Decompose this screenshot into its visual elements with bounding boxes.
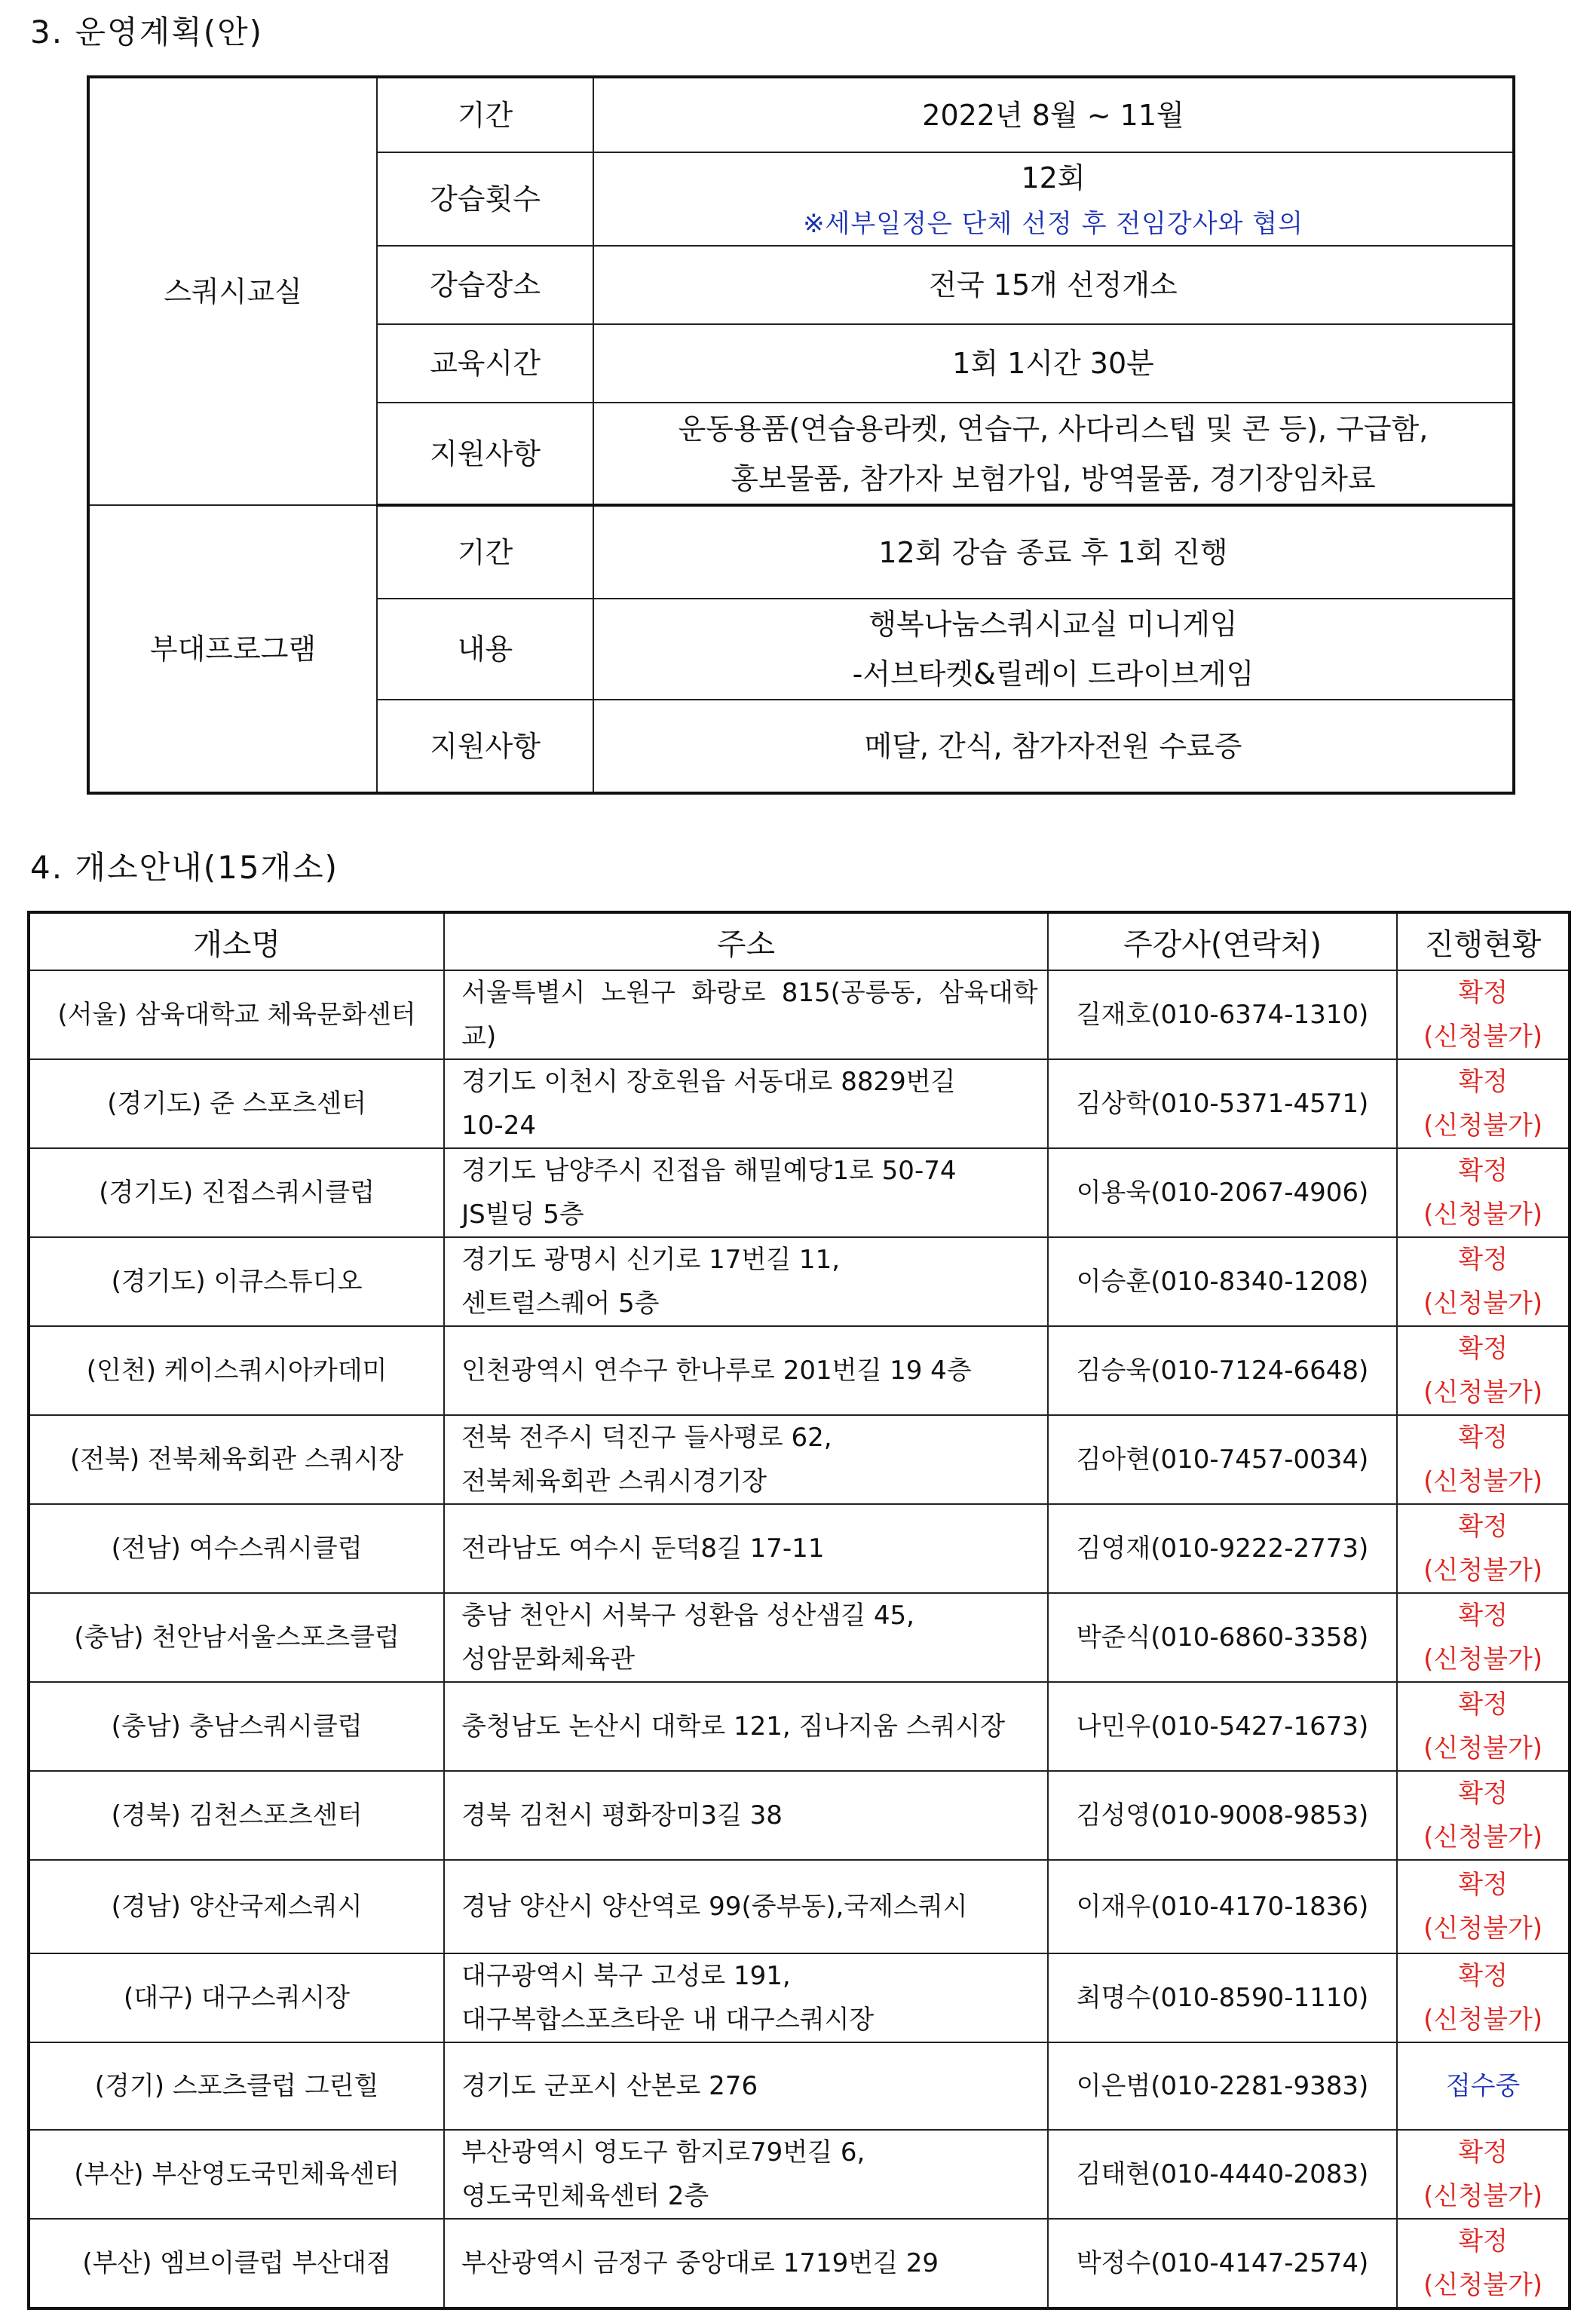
site-address-line: JS빌딩 5층 — [461, 1199, 584, 1230]
site-name: (경남) 양산국제스쿼시 — [29, 1860, 444, 1953]
status-badge: 확정 — [1458, 1512, 1508, 1542]
site-contact: 이은범(010-2281-9383) — [1048, 2042, 1397, 2130]
section4-heading: 4. 개소안내(15개소) — [30, 849, 339, 886]
header-site-name: 개소명 — [29, 912, 444, 970]
site-address — [444, 1771, 1048, 1860]
site-address-line: 경기도 이천시 장호원읍 서동대로 8829번길 — [461, 1067, 956, 1097]
plan-key: 강습횟수 — [377, 152, 593, 246]
site-row — [29, 1593, 1570, 1682]
status-badge: (신청불가) — [1423, 1199, 1543, 1230]
status-badge: (신청불가) — [1423, 1022, 1543, 1052]
plan-category: 부대프로그램 — [88, 505, 377, 793]
status-badge: 확정 — [1458, 1245, 1508, 1275]
site-status — [1397, 1415, 1570, 1504]
site-address-line: 성암문화체육관 — [461, 1644, 636, 1674]
plan-value-line: 2022년 8월 ~ 11월 — [922, 98, 1184, 132]
site-name: (부산) 엠브이클럽 부산대점 — [29, 2219, 444, 2308]
site-contact: 이재우(010-4170-1836) — [1048, 1860, 1397, 1953]
site-status — [1397, 1953, 1570, 2042]
site-address — [444, 2042, 1048, 2130]
site-row — [29, 1148, 1570, 1237]
site-name: (대구) 대구스쿼시장 — [29, 1953, 444, 2042]
site-status — [1397, 1771, 1570, 1860]
site-row — [29, 2042, 1570, 2130]
plan-value-line: 전국 15개 선정개소 — [929, 268, 1178, 302]
site-contact: 길재호(010-6374-1310) — [1048, 970, 1397, 1059]
site-contact: 김영재(010-9222-2773) — [1048, 1504, 1397, 1593]
plan-value — [593, 324, 1514, 403]
plan-value-line: -서브타켓&릴레이 드라이브게임 — [852, 657, 1254, 691]
site-status — [1397, 2130, 1570, 2219]
site-address-line: 전북체육회관 스쿼시경기장 — [461, 1466, 767, 1497]
plan-value-line: 홍보물품, 참가자 보험가입, 방역물품, 경기장임차료 — [731, 461, 1376, 495]
site-name: (경기도) 준 스포츠센터 — [29, 1059, 444, 1148]
operation-plan-table — [87, 75, 1515, 795]
site-contact: 최명수(010-8590-1110) — [1048, 1953, 1397, 2042]
site-table-header-row — [29, 912, 1570, 970]
site-address — [444, 1504, 1048, 1593]
plan-key: 교육시간 — [377, 324, 593, 403]
site-name: (전남) 여수스쿼시클럽 — [29, 1504, 444, 1593]
site-address-line: 경남 양산시 양산역로 99(중부동),국제스쿼시 — [461, 1892, 968, 1922]
plan-value-line: 12회 강습 종료 후 1회 진행 — [878, 535, 1228, 569]
plan-key: 기간 — [377, 505, 593, 599]
status-badge: (신청불가) — [1423, 1288, 1543, 1319]
plan-value-line: 1회 1시간 30분 — [952, 347, 1154, 380]
site-address — [444, 1682, 1048, 1771]
status-badge: 확정 — [1458, 1961, 1508, 1991]
site-address-line: 전북 전주시 덕진구 들사평로 62, — [461, 1423, 832, 1453]
site-address-line: 경기도 광명시 신기로 17번길 11, — [461, 1245, 841, 1275]
site-address-line: 경기도 남양주시 진접읍 해밀예당1로 50-74 — [461, 1156, 957, 1186]
site-address-line: 경북 김천시 평화장미3길 38 — [461, 1800, 783, 1831]
site-address-line: 10-24 — [461, 1111, 536, 1141]
site-row — [29, 2219, 1570, 2308]
site-name: (인천) 케이스쿼시아카데미 — [29, 1326, 444, 1415]
site-status — [1397, 1059, 1570, 1148]
site-address — [444, 1059, 1048, 1148]
plan-value — [593, 403, 1514, 505]
site-list-table — [27, 911, 1571, 2310]
status-badge: (신청불가) — [1423, 2270, 1543, 2300]
site-address — [444, 1148, 1048, 1237]
site-address-line: 충청남도 논산시 대학로 121, 짐나지움 스쿼시장 — [461, 1711, 1006, 1742]
plan-note: ※세부일정은 단체 선정 후 전임강사와 협의 — [803, 209, 1303, 239]
site-address — [444, 1237, 1048, 1326]
site-address — [444, 1593, 1048, 1682]
site-address — [444, 1860, 1048, 1953]
plan-value — [593, 77, 1514, 152]
site-contact: 박정수(010-4147-2574) — [1048, 2219, 1397, 2308]
plan-value-line: 운동용품(연습용라켓, 연습구, 사다리스텝 및 콘 등), 구급함, — [678, 412, 1429, 446]
status-badge: 확정 — [1458, 1067, 1508, 1097]
site-status — [1397, 1237, 1570, 1326]
site-address — [444, 1953, 1048, 2042]
status-badge: 확정 — [1458, 1778, 1508, 1809]
site-row — [29, 970, 1570, 1059]
plan-value-line: 행복나눔스쿼시교실 미니게임 — [868, 608, 1238, 641]
status-badge: 확정 — [1458, 2137, 1508, 2168]
plan-key: 기간 — [377, 77, 593, 152]
site-name: (경북) 김천스포츠센터 — [29, 1771, 444, 1860]
site-address-line: 센트럴스퀘어 5층 — [461, 1288, 660, 1319]
header-instructor-contact: 주강사(연락처) — [1048, 912, 1397, 970]
header-address: 주소 — [444, 912, 1048, 970]
site-address — [444, 1326, 1048, 1415]
plan-category: 스쿼시교실 — [88, 77, 377, 505]
plan-row — [88, 77, 1514, 152]
site-name: (경기도) 진접스쿼시클럽 — [29, 1148, 444, 1237]
plan-value — [593, 599, 1514, 700]
site-contact: 김태현(010-4440-2083) — [1048, 2130, 1397, 2219]
site-status — [1397, 2219, 1570, 2308]
status-badge: (신청불가) — [1423, 2181, 1543, 2211]
status-badge: 확정 — [1458, 2226, 1508, 2256]
plan-value — [593, 700, 1514, 793]
site-row — [29, 1953, 1570, 2042]
site-contact: 박준식(010-6860-3358) — [1048, 1593, 1397, 1682]
plan-key: 지원사항 — [377, 700, 593, 793]
plan-key: 지원사항 — [377, 403, 593, 505]
site-address-line: 인천광역시 연수구 한나루로 201번길 19 4층 — [461, 1356, 972, 1386]
site-name: (부산) 부산영도국민체육센터 — [29, 2130, 444, 2219]
site-name: (서울) 삼육대학교 체육문화센터 — [29, 970, 444, 1059]
status-badge: 확정 — [1458, 1423, 1508, 1453]
site-row — [29, 2130, 1570, 2219]
status-badge: (신청불가) — [1423, 1377, 1543, 1408]
site-row — [29, 1682, 1570, 1771]
site-row — [29, 1326, 1570, 1415]
status-badge: (신청불가) — [1423, 1466, 1543, 1497]
site-row — [29, 1860, 1570, 1953]
site-contact: 이승훈(010-8340-1208) — [1048, 1237, 1397, 1326]
site-contact: 나민우(010-5427-1673) — [1048, 1682, 1397, 1771]
site-address-line: 대구광역시 북구 고성로 191, — [461, 1961, 791, 1991]
plan-value — [593, 246, 1514, 324]
status-badge: (신청불가) — [1423, 1555, 1543, 1585]
site-row — [29, 1504, 1570, 1593]
plan-value-line: 12회 — [1021, 161, 1086, 195]
site-address-line: 부산광역시 영도구 함지로79번길 6, — [461, 2137, 865, 2168]
plan-row — [88, 505, 1514, 599]
site-name: (충남) 충남스쿼시클럽 — [29, 1682, 444, 1771]
plan-value — [593, 505, 1514, 599]
plan-value-line: 메달, 간식, 참가자전원 수료증 — [864, 729, 1242, 763]
site-row — [29, 1771, 1570, 1860]
status-badge: (신청불가) — [1423, 1822, 1543, 1852]
site-status — [1397, 1326, 1570, 1415]
site-address — [444, 1415, 1048, 1504]
status-badge: 접수중 — [1445, 2071, 1521, 2101]
site-contact: 김승욱(010-7124-6648) — [1048, 1326, 1397, 1415]
site-address-line: 서울특별시 노원구 화랑로 815(공릉동, 삼육대학교) — [461, 978, 1038, 1052]
site-address-line: 전라남도 여수시 둔덕8길 17-11 — [461, 1533, 825, 1564]
status-badge: (신청불가) — [1423, 1644, 1543, 1674]
site-contact: 김상학(010-5371-4571) — [1048, 1059, 1397, 1148]
plan-value — [593, 152, 1514, 246]
site-row — [29, 1237, 1570, 1326]
site-status — [1397, 2042, 1570, 2130]
site-address-line: 영도국민체육센터 2층 — [461, 2181, 709, 2211]
site-status — [1397, 1682, 1570, 1771]
status-badge: (신청불가) — [1423, 1111, 1543, 1141]
site-address-line: 충남 천안시 서북구 성환읍 성산샘길 45, — [461, 1601, 914, 1631]
site-contact: 이용욱(010-2067-4906) — [1048, 1148, 1397, 1237]
site-status — [1397, 1148, 1570, 1237]
site-name: (경기도) 이큐스튜디오 — [29, 1237, 444, 1326]
plan-key: 강습장소 — [377, 246, 593, 324]
status-badge: 확정 — [1458, 1601, 1508, 1631]
site-address-line: 경기도 군포시 산본로 276 — [461, 2071, 758, 2101]
status-badge: 확정 — [1458, 978, 1508, 1008]
site-status — [1397, 970, 1570, 1059]
status-badge: 확정 — [1458, 1334, 1508, 1364]
header-status: 진행현황 — [1397, 912, 1570, 970]
site-row — [29, 1059, 1570, 1148]
site-row — [29, 1415, 1570, 1504]
site-status — [1397, 1504, 1570, 1593]
site-address — [444, 2219, 1048, 2308]
plan-key: 내용 — [377, 599, 593, 700]
status-badge: 확정 — [1458, 1156, 1508, 1186]
site-contact: 김성영(010-9008-9853) — [1048, 1771, 1397, 1860]
site-address-line: 부산광역시 금정구 중앙대로 1719번길 29 — [461, 2248, 939, 2278]
site-name: (경기) 스포츠클럽 그린힐 — [29, 2042, 444, 2130]
site-status — [1397, 1860, 1570, 1953]
site-address-line: 대구복합스포츠타운 내 대구스쿼시장 — [461, 2005, 875, 2035]
site-name: (전북) 전북체육회관 스쿼시장 — [29, 1415, 444, 1504]
site-name: (충남) 천안남서울스포츠클럽 — [29, 1593, 444, 1682]
section3-heading: 3. 운영계획(안) — [30, 14, 264, 51]
status-badge: (신청불가) — [1423, 1733, 1543, 1763]
status-badge: (신청불가) — [1423, 2005, 1543, 2035]
site-address — [444, 970, 1048, 1059]
status-badge: 확정 — [1458, 1690, 1508, 1720]
status-badge: 확정 — [1458, 1870, 1508, 1900]
site-contact: 김아현(010-7457-0034) — [1048, 1415, 1397, 1504]
site-status — [1397, 1593, 1570, 1682]
site-address — [444, 2130, 1048, 2219]
status-badge: (신청불가) — [1423, 1913, 1543, 1944]
